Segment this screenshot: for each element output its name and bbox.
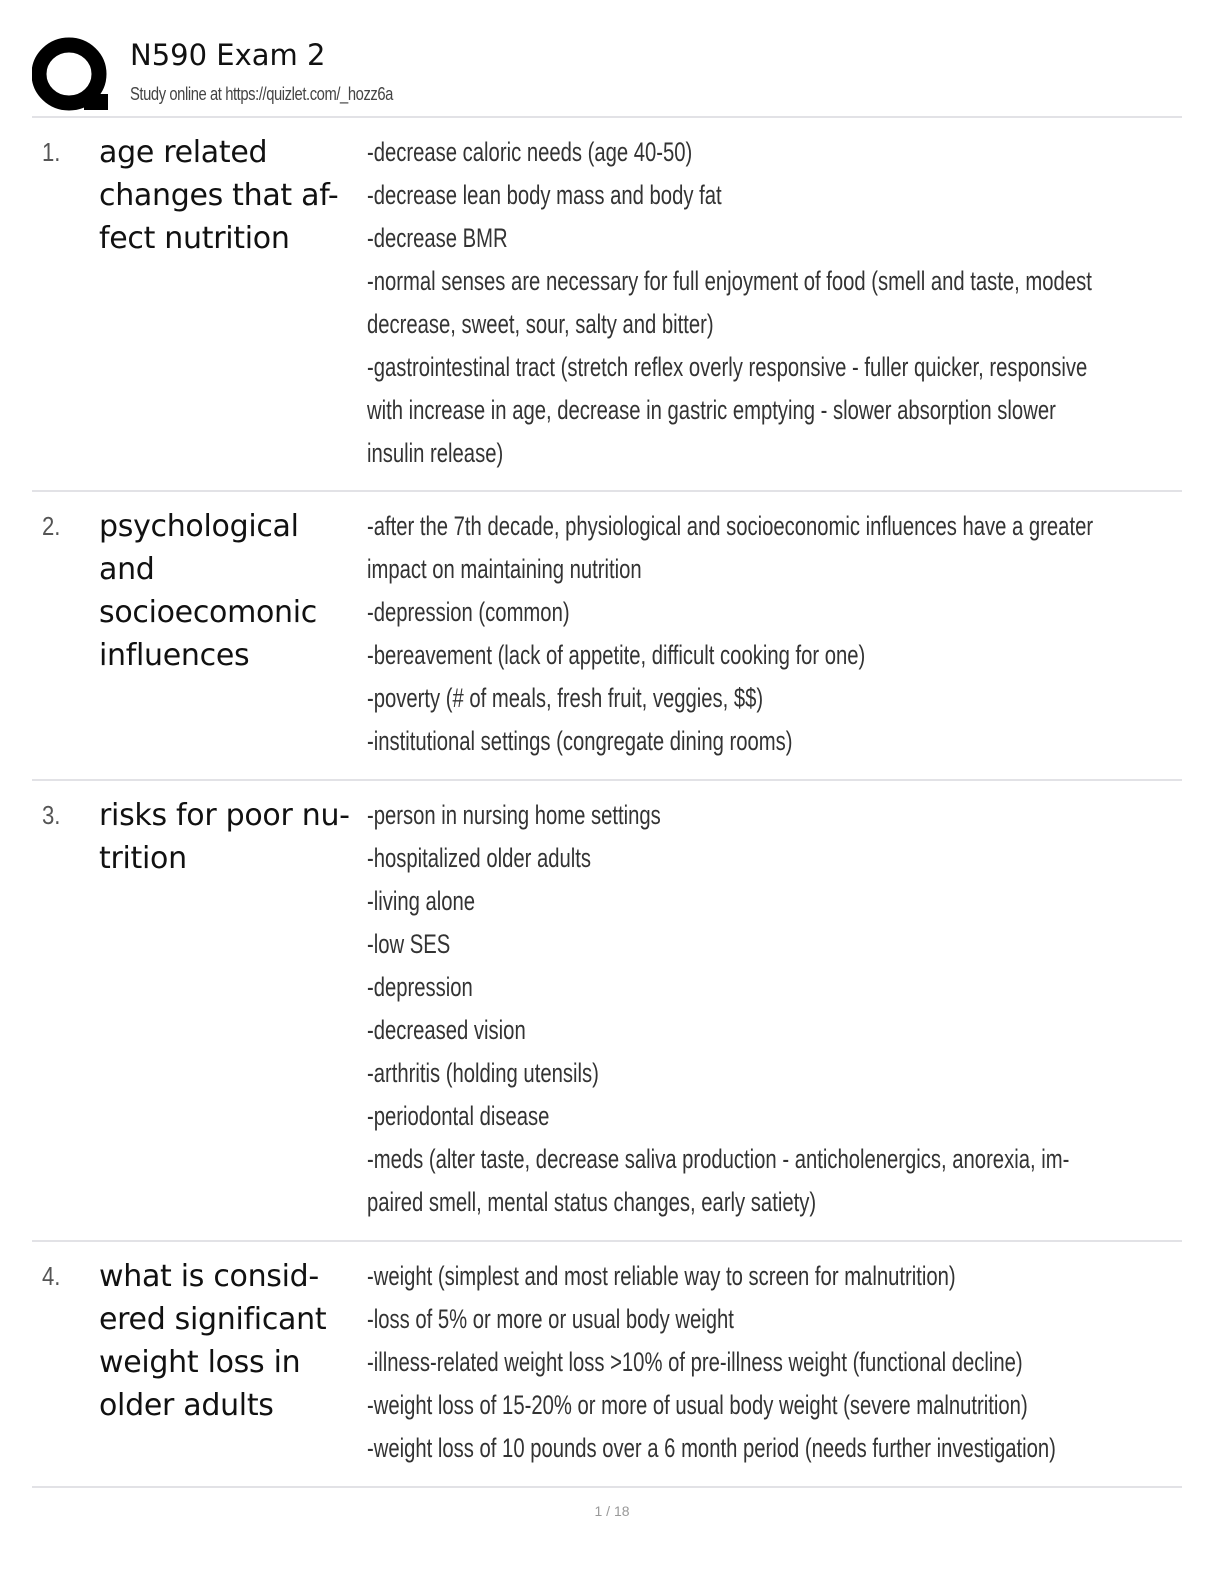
term-line: ered significant xyxy=(99,1302,327,1337)
term-line: influences xyxy=(99,638,250,673)
definition-line: -low SES xyxy=(367,929,451,959)
card-term xyxy=(99,505,367,677)
term-line: age related xyxy=(99,135,268,170)
term-line: what is consid- xyxy=(99,1259,319,1294)
card-divider xyxy=(32,1240,1182,1242)
term-line: psychological xyxy=(99,509,299,544)
definition-line: -gastrointestinal tract (stretch reflex overly responsive - fuller quicker, responsive xyxy=(367,352,1088,382)
definition-line: -hospitalized older adults xyxy=(367,843,592,873)
definition-line: -weight loss of 10 pounds over a 6 month period (needs further investigation) xyxy=(367,1433,1056,1463)
definition-line: -illness-related weight loss >10% of pre-illness weight (functional decline) xyxy=(367,1347,1023,1377)
card-term xyxy=(99,794,367,880)
card-number: 4. xyxy=(42,1261,61,1291)
definition-line: -after the 7th decade, physiological and socioeconomic influences have a greater xyxy=(367,511,1094,541)
card-term xyxy=(99,1255,367,1427)
definition-line: -decreased vision xyxy=(367,1015,526,1045)
quizlet-q-logo-icon xyxy=(32,36,110,114)
definition-line: -depression xyxy=(367,972,473,1002)
definition-line: -periodontal disease xyxy=(367,1101,550,1131)
term-line: risks for poor nu- xyxy=(99,798,350,833)
card-term xyxy=(99,131,367,260)
term-line: trition xyxy=(99,841,187,876)
definition-line: -depression (common) xyxy=(367,597,570,627)
definition-line: with increase in age, decrease in gastric emptying - slower absorption slower xyxy=(367,395,1056,425)
term-line: changes that af- xyxy=(99,178,339,213)
definition-line: -decrease caloric needs (age 40-50) xyxy=(367,137,693,167)
definition-line: paired smell, mental status changes, early satiety) xyxy=(367,1187,817,1217)
definition-line: -institutional settings (congregate dining rooms) xyxy=(367,726,793,756)
term-line: socioecomonic xyxy=(99,595,317,630)
card-divider xyxy=(32,490,1182,492)
page-title: N590 Exam 2 xyxy=(130,38,326,72)
definition-line: -decrease lean body mass and body fat xyxy=(367,180,722,210)
header-divider xyxy=(32,116,1182,118)
definition-line: -normal senses are necessary for full enjoyment of food (smell and taste, modest xyxy=(367,266,1092,296)
definition-line: -weight (simplest and most reliable way to screen for malnutrition) xyxy=(367,1261,956,1291)
definition-line: -living alone xyxy=(367,886,476,916)
term-line: and xyxy=(99,552,155,587)
study-online-link-text: Study online at https://quizlet.com/_hozz6a xyxy=(130,84,393,104)
card-number: 2. xyxy=(42,511,61,541)
card-number: 1. xyxy=(42,137,61,167)
document-header xyxy=(32,30,1182,116)
definition-line: -bereavement (lack of appetite, difficult cooking for one) xyxy=(367,640,866,670)
definition-line: -loss of 5% or more or usual body weight xyxy=(367,1304,734,1334)
card-divider xyxy=(32,1486,1182,1488)
card-definition xyxy=(367,131,1192,475)
definition-line: -person in nursing home settings xyxy=(367,800,661,830)
card-divider xyxy=(32,779,1182,781)
term-line: fect nutrition xyxy=(99,221,290,256)
card-definition xyxy=(367,794,1192,1224)
definition-line: decrease, sweet, sour, salty and bitter) xyxy=(367,309,714,339)
page-indicator: 1 / 18 xyxy=(594,1503,630,1519)
definition-line: -meds (alter taste, decrease saliva production - anticholenergics, anorexia, im- xyxy=(367,1144,1070,1174)
definition-line: -weight loss of 15-20% or more of usual body weight (severe malnutrition) xyxy=(367,1390,1028,1420)
definition-line: impact on maintaining nutrition xyxy=(367,554,642,584)
definition-line: -arthritis (holding utensils) xyxy=(367,1058,599,1088)
card-number: 3. xyxy=(42,800,61,830)
definition-line: -poverty (# of meals, fresh fruit, veggies, $$) xyxy=(367,683,764,713)
definition-line: insulin release) xyxy=(367,438,504,468)
definition-line: -decrease BMR xyxy=(367,223,508,253)
term-line: older adults xyxy=(99,1388,274,1423)
card-definition xyxy=(367,1255,1192,1470)
term-line: weight loss in xyxy=(99,1345,301,1380)
card-definition xyxy=(367,505,1192,763)
